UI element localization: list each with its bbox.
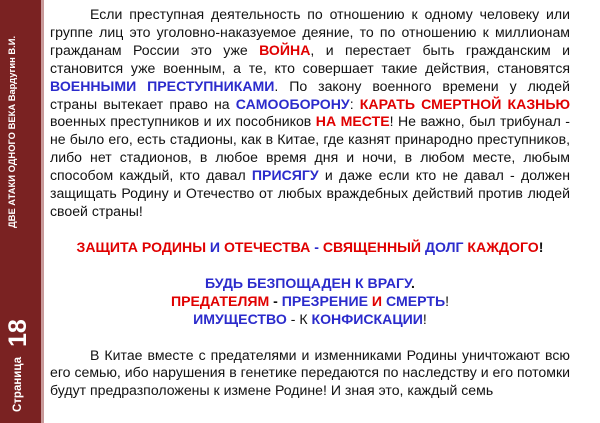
slogan-part: ИМУЩЕСТВО bbox=[193, 310, 287, 327]
slogan-part: ! bbox=[422, 310, 427, 327]
highlight-on-spot: НА МЕСТЕ bbox=[315, 113, 390, 130]
sidebar bbox=[0, 0, 44, 423]
highlight-oath: ПРИСЯГУ bbox=[251, 167, 319, 184]
text-span: , и перестает быть гражданским и становится уже военным, а те, кто совершает такие действия, становятся bbox=[50, 41, 570, 76]
text-span: и даже если кто не давал - должен защищать Родину и Отечество от любых враждебных действий против людей своей страны! bbox=[50, 167, 570, 219]
slogan-part: БУДЬ БЕЗПОЩАДЕН К ВРАГУ bbox=[205, 274, 412, 291]
slogan-part: СМЕРТЬ bbox=[385, 292, 446, 309]
text-span: : bbox=[349, 95, 360, 112]
slogan-part: - bbox=[310, 238, 323, 255]
slogan-merciless bbox=[50, 275, 570, 293]
text-span: . По закону военного времени у людей страны вытекает право на bbox=[50, 77, 570, 112]
highlight-war: ВОЙНА bbox=[259, 41, 311, 58]
slogan-part: КОНФИСКАЦИИ bbox=[311, 310, 423, 327]
highlight-war-criminals: ВОЕННЫМИ ПРЕСТУПНИКАМИ bbox=[50, 77, 275, 94]
text-span: ! Не важно, был трибунал - не было его, есть стадионы, как в Китае, где казнят принародно преступников, либо нет стадионов, в любое время дня и ночи, в любом месте, любым способом каждый, кто давал bbox=[50, 113, 570, 184]
slogan-part: ОТЕЧЕСТВА bbox=[223, 238, 311, 255]
slogan-part: КАЖДОГО bbox=[463, 238, 539, 255]
slogan-part: ЗАЩИТА РОДИНЫ bbox=[76, 238, 206, 255]
slogan-part: ! bbox=[445, 292, 449, 309]
slogan-property bbox=[50, 311, 570, 329]
slogan-part: - bbox=[269, 292, 282, 309]
text-span: Если преступная деятельность по отношению к одному человеку или группе лиц это уголовно-наказуемое деяние, то по отношению к миллионам гражданам России это уже bbox=[50, 6, 570, 58]
slogan-part: И bbox=[206, 238, 224, 255]
highlight-punish: КАРАТЬ СМЕРТНОЙ КАЗНЬЮ bbox=[359, 95, 570, 112]
slogan-defense bbox=[50, 239, 570, 257]
text-span: военных преступников и их пособников bbox=[50, 113, 316, 130]
sidebar-edge bbox=[41, 0, 44, 423]
book-title: ДВЕ АТАКИ ОДНОГО ВЕКА Вардугин В.И. bbox=[6, 35, 17, 229]
page-label: Страница bbox=[12, 357, 24, 412]
slogan-part: ! bbox=[538, 238, 544, 255]
slogan-part: . bbox=[411, 274, 415, 291]
paragraph-1 bbox=[50, 6, 570, 221]
slogan-part: И bbox=[368, 292, 386, 309]
slogan-part: ПРЕЗРЕНИЕ bbox=[281, 292, 369, 309]
highlight-self-defense: САМООБОРОНУ bbox=[235, 95, 350, 112]
page-number: 18 bbox=[4, 318, 32, 347]
page-indicator bbox=[4, 296, 34, 412]
slogan-part: ПРЕДАТЕЛЯМ bbox=[170, 292, 270, 309]
page-content bbox=[50, 6, 570, 400]
slogan-traitors bbox=[50, 293, 570, 311]
slogan-part: - К bbox=[286, 310, 312, 327]
slogan-part: ДОЛГ bbox=[424, 238, 464, 255]
paragraph-2: В Китае вместе с предателями и изменниками Родины уничтожают всю его семью, ибо нарушения в генетике передаются по наследству и его потомки будут предразположены к измене Родине! И зная это, каждый семь bbox=[50, 346, 570, 399]
slogan-part: СВЯЩЕННЫЙ bbox=[322, 238, 425, 255]
